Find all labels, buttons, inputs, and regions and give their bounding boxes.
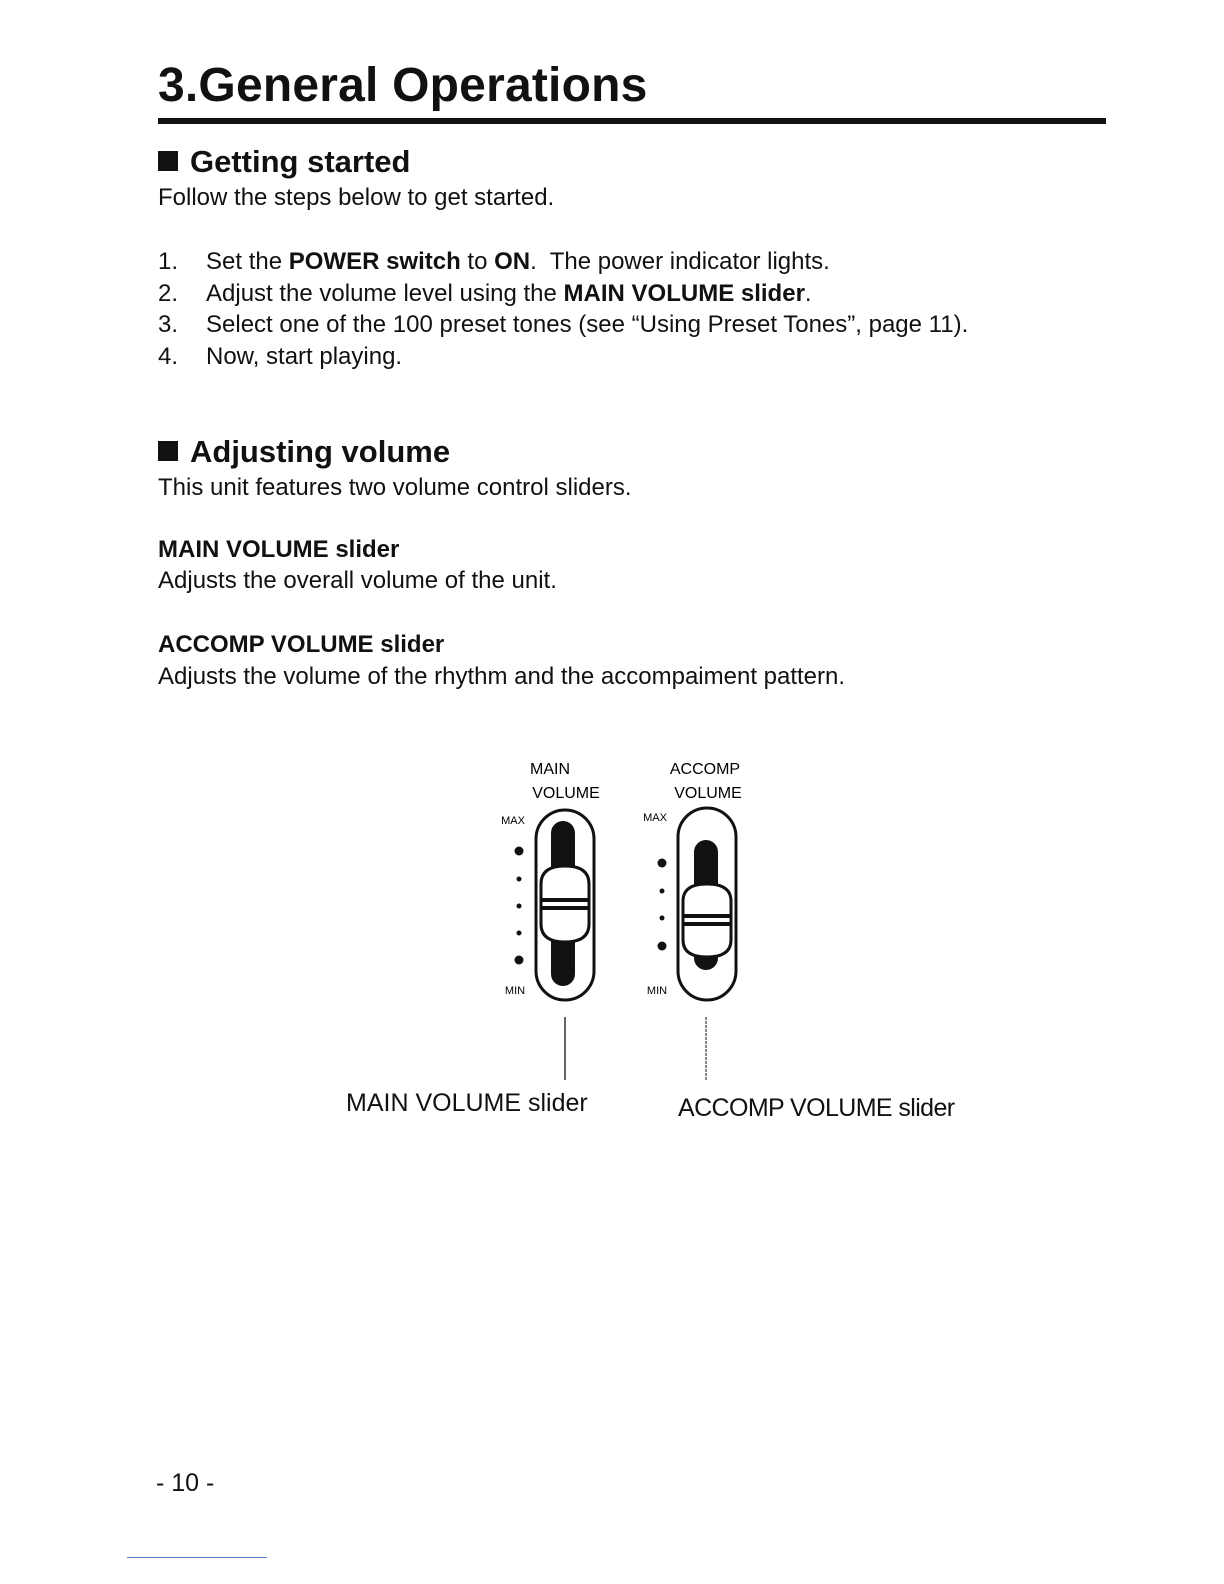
accomp-slider-max-label: MAX <box>643 812 667 824</box>
accomp-volume-slider-caption: ACCOMP VOLUME slider <box>678 1094 955 1122</box>
step-text-bold: MAIN VOLUME slider <box>563 279 805 307</box>
step-number: 4. <box>158 342 179 370</box>
step-number: 1. <box>158 248 179 275</box>
step-text-run: Adjust the volume level using the <box>206 279 564 307</box>
main-volume-slider-illustration <box>501 761 600 1080</box>
accomp-volume-description: Adjusts the volume of the rhythm and the accompaiment pattern. <box>158 663 846 690</box>
step-text-run: . <box>804 279 812 307</box>
step-text-bold: ON <box>494 248 531 275</box>
main-slider-label-line1: MAIN <box>530 761 570 778</box>
adjusting-volume-heading-text: Adjusting volume <box>190 434 451 469</box>
main-volume-heading: MAIN VOLUME slider <box>158 536 400 563</box>
step-text-run: Set the <box>206 248 289 275</box>
step-number: 3. <box>158 311 179 338</box>
step-text-run: Now, start playing. <box>206 342 403 370</box>
main-slider-level-dots <box>515 847 524 965</box>
adjusting-volume-intro: This unit features two volume control sliders. <box>158 474 632 501</box>
accomp-slider-min-label: MIN <box>646 985 668 997</box>
accomp-slider-knob[interactable] <box>683 884 731 957</box>
main-volume-slider-caption: MAIN VOLUME slider <box>346 1089 588 1117</box>
main-slider-knob[interactable] <box>541 866 589 942</box>
getting-started-heading-text: Getting started <box>190 144 411 179</box>
accomp-slider-label-line2: VOLUME <box>674 785 742 802</box>
accomp-slider-level-dots <box>658 859 667 951</box>
step-text-bold: POWER switch <box>288 248 461 275</box>
step-text-run: to <box>460 248 495 275</box>
step-text-run: . The power indicator lights. <box>530 248 830 275</box>
step-text-run: Select one of the 100 preset tones (see “Using Preset Tones”, page 11). <box>206 311 969 338</box>
main-slider-label-line2: VOLUME <box>532 785 600 802</box>
getting-started-intro: Follow the steps below to get started. <box>158 184 555 211</box>
accomp-slider-label-line1: ACCOMP <box>669 761 741 778</box>
main-slider-min-label: MIN <box>504 985 526 997</box>
accomp-volume-slider-illustration <box>643 761 742 1080</box>
page-title: 3.General Operations <box>158 59 648 112</box>
scan-edge-line <box>127 1557 267 1558</box>
main-slider-max-label: MAX <box>501 815 525 827</box>
step-number: 2. <box>158 279 179 307</box>
page-number: - 10 - <box>156 1469 215 1497</box>
accomp-volume-heading: ACCOMP VOLUME slider <box>158 631 445 658</box>
main-volume-description: Adjusts the overall volume of the unit. <box>158 567 557 594</box>
